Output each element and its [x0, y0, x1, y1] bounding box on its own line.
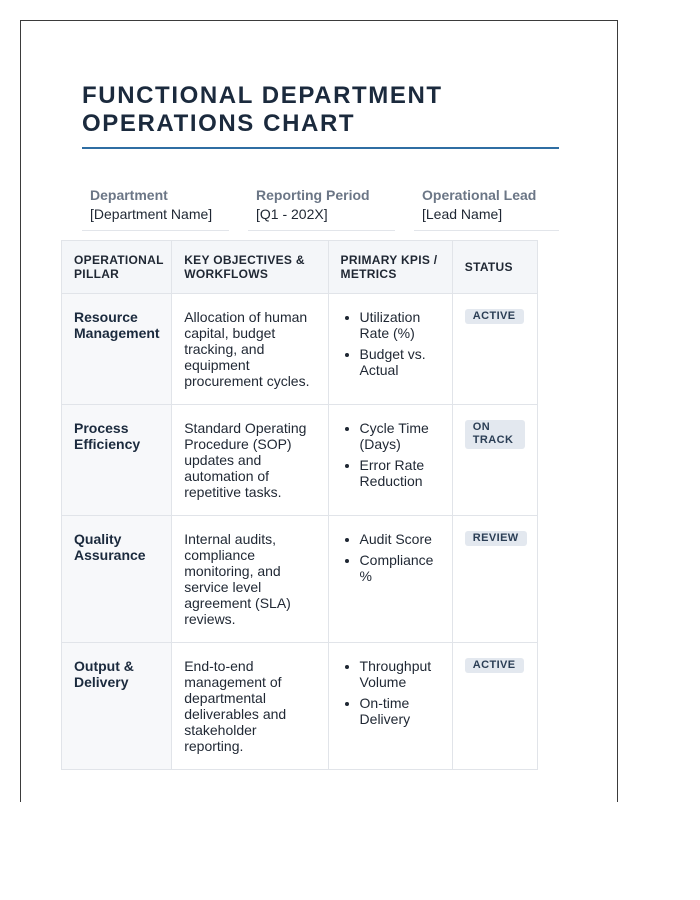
header-operational-pillar: OPERATIONAL PILLAR — [62, 241, 172, 294]
objective-cell — [172, 405, 328, 516]
kpi-cell — [328, 294, 452, 405]
objective-text: Allocation of human capital, budget tracking, and equipment procurement cycles. — [184, 309, 310, 389]
meta-reporting-period-value: [Q1 - 202X] — [256, 206, 328, 222]
status-badge: REVIEW — [465, 531, 527, 546]
header-primary-kpis: PRIMARY KPIS / METRICS — [328, 241, 452, 294]
title-divider — [82, 147, 559, 149]
kpi-list — [329, 516, 452, 584]
objective-text: Internal audits, compliance monitoring, and service level agreement (SLA) reviews. — [184, 531, 291, 627]
page-title-line-2: OPERATIONS CHART — [82, 110, 356, 137]
kpi-item: • Compliance % — [360, 552, 444, 584]
kpi-item: • Error Rate Reduction — [360, 457, 444, 489]
objective-cell — [172, 516, 328, 643]
meta-reporting-period-label: Reporting Period — [256, 187, 370, 203]
pillar-cell — [62, 516, 172, 643]
status-cell — [452, 643, 537, 770]
objective-text: End-to-end management of departmental deliverables and stakeholder reporting. — [184, 658, 287, 754]
table-row — [62, 405, 538, 516]
kpi-item: • Budget vs. Actual — [360, 346, 444, 378]
kpi-item: • On-time Delivery — [360, 695, 444, 727]
status-badge: ACTIVE — [465, 658, 524, 673]
kpi-item: • Utilization Rate (%) — [360, 309, 444, 341]
kpi-list — [329, 643, 452, 727]
pillar-cell — [62, 643, 172, 770]
status-badge: ACTIVE — [465, 309, 524, 324]
kpi-item: • Cycle Time (Days) — [360, 420, 444, 452]
objective-cell — [172, 643, 328, 770]
status-cell — [452, 516, 537, 643]
table-row — [62, 516, 538, 643]
kpi-cell — [328, 643, 452, 770]
meta-department-label: Department — [90, 187, 168, 203]
table-row — [62, 643, 538, 770]
table-header-row — [62, 241, 538, 294]
operations-table — [61, 240, 538, 770]
header-status: STATUS — [452, 241, 537, 294]
objective-cell — [172, 294, 328, 405]
kpi-cell — [328, 516, 452, 643]
pillar-name: Quality Assurance — [74, 531, 146, 563]
kpi-list — [329, 294, 452, 378]
pillar-name: Output & Delivery — [74, 658, 134, 690]
page-title — [82, 82, 443, 138]
meta-operational-lead — [414, 185, 559, 231]
pillar-name: Resource Management — [74, 309, 160, 341]
meta-operational-lead-value: [Lead Name] — [422, 206, 503, 222]
meta-department — [82, 185, 229, 231]
kpi-item: • Audit Score — [360, 531, 444, 547]
kpi-cell — [328, 405, 452, 516]
meta-department-value: [Department Name] — [90, 206, 213, 222]
status-cell — [452, 294, 537, 405]
meta-operational-lead-label: Operational Lead — [422, 187, 537, 203]
objective-text: Standard Operating Procedure (SOP) updates and automation of repetitive tasks. — [184, 420, 307, 500]
pillar-name: Process Efficiency — [74, 420, 141, 452]
table-row — [62, 294, 538, 405]
pillar-cell — [62, 294, 172, 405]
page-title-line-1: FUNCTIONAL DEPARTMENT — [82, 82, 443, 109]
pillar-cell — [62, 405, 172, 516]
status-badge: ON TRACK — [465, 420, 525, 449]
meta-reporting-period — [248, 185, 395, 231]
status-cell — [452, 405, 537, 516]
kpi-list — [329, 405, 452, 489]
kpi-item: • Throughput Volume — [360, 658, 444, 690]
header-key-objectives: KEY OBJECTIVES & WORKFLOWS — [172, 241, 328, 294]
